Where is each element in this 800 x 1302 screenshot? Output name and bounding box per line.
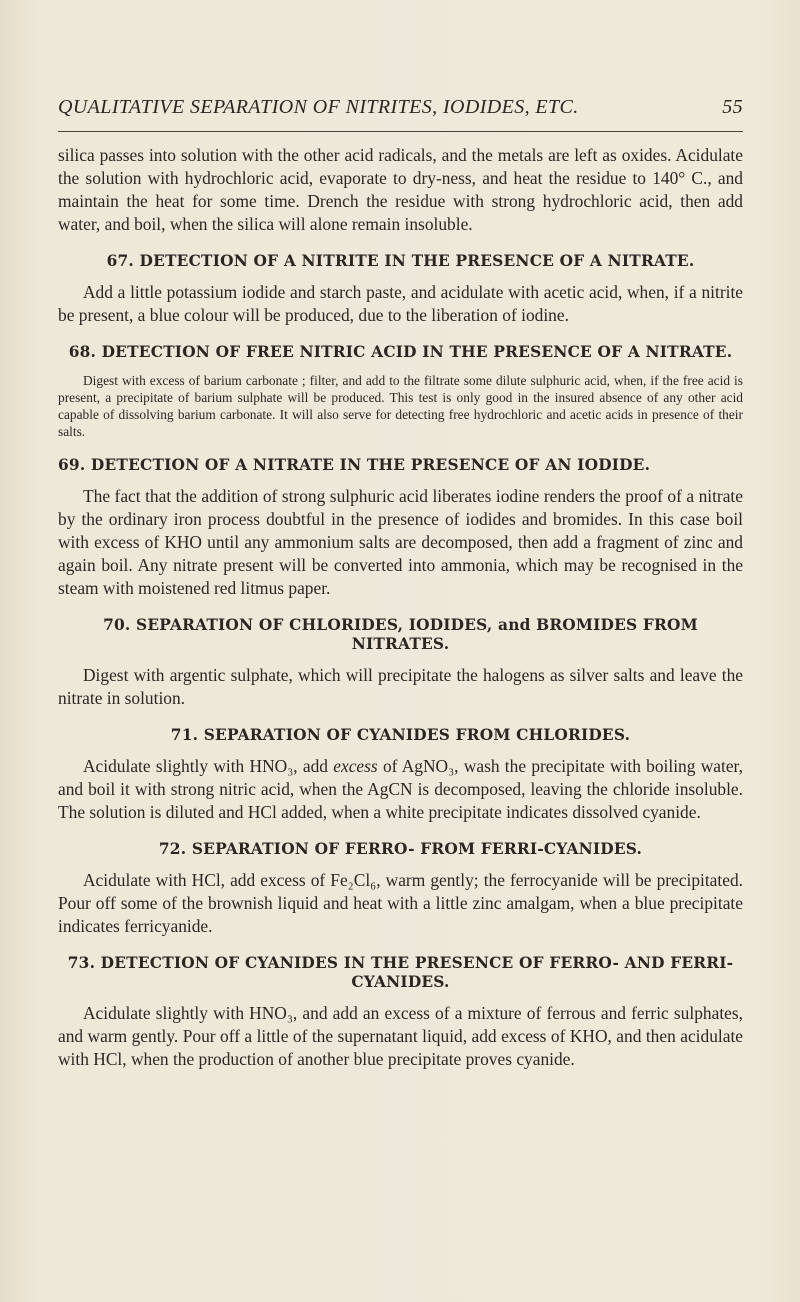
section-72-heading: 72. SEPARATION OF FERRO- FROM FERRI-CYANIDES.	[158, 840, 643, 858]
section-71-heading: 71. SEPARATION OF CYANIDES FROM CHLORIDES.	[170, 726, 631, 744]
section-69-body: The fact that the addition of strong sulphuric acid liberates iodine renders the proof of a nitrate by the ordinary iron process doubtful in the presence of iodides and bromides. In this case boil with excess of KHO until any ammonium salts are decomposed, then add a fragment of zinc and again boil. Any nitrate present will be converted into ammonia, which may be recognised in the steam with moistened red litmus paper.	[58, 486, 743, 598]
section-69-heading: 69. DETECTION OF A NITRATE IN THE PRESENCE OF AN IODIDE.	[58, 456, 651, 474]
page-header	[58, 96, 743, 126]
section-72-body: Acidulate with HCl, add excess of Fe₂Cl₆, warm gently; the ferrocyanide will be precipitated. Pour off some of the brownish liquid and heat with a little zinc amalgam, when a blue precipitate indicates ferricyanide.	[58, 870, 743, 936]
page-body	[58, 144, 743, 1071]
section-68-heading: 68. DETECTION OF FREE NITRIC ACID IN THE PRESENCE OF A NITRATE.	[68, 343, 733, 361]
section-68-body: Digest with excess of barium carbonate ; filter, and add to the filtrate some dilute sulphuric acid, when, if the free acid is present, a precipitate of barium sulphate will be produced. This test is only good in the insured absence of any other acid capable of dissolving barium carbonate. It will also serve for detecting free hydrochloric and acetic acids in presence of their salts.	[58, 373, 743, 439]
section-73-body: Acidulate slightly with HNO₃, and add an excess of a mixture of ferrous and ferric sulphates, and warm gently. Pour off a little of the supernatant liquid, add excess of KHO, and then acidulate with HCl, when the production of another blue precipitate proves cyanide.	[58, 1003, 743, 1069]
intro-paragraph: silica passes into solution with the other acid radicals, and the metals are left as oxides. Acidulate the solution with hydrochloric acid, evaporate to dry-ness, and heat the residue to 140° C., and maintain the heat for some time. Drench the residue with strong hydrochloric acid, then add water, and boil, when the silica will alone remain insoluble.	[58, 145, 743, 234]
section-70-heading: 70. SEPARATION OF CHLORIDES, IODIDES, and BROMIDES FROM NITRATES.	[103, 616, 698, 653]
section-70-body: Digest with argentic sulphate, which will precipitate the halogens as silver salts and leave the nitrate in solution.	[58, 665, 743, 708]
running-title: QUALITATIVE SEPARATION OF NITRITES, IODIDES, ETC.	[58, 96, 579, 118]
section-73-heading: 73. DETECTION OF CYANIDES IN THE PRESENCE OF FERRO- AND FERRI-CYANIDES.	[67, 954, 734, 991]
page-number: 55	[722, 96, 743, 118]
section-71-emphasis: excess	[333, 756, 378, 776]
section-67-heading: 67. DETECTION OF A NITRITE IN THE PRESENCE OF A NITRATE.	[106, 252, 695, 270]
section-71-body-end: of AgNO₃, wash the precipitate with boiling water, and boil it with strong nitric acid, when the AgCN is decomposed, leaving the chloride insoluble. The solution is diluted and HCl added, when a white precipitate indicates dissolved cyanide.	[58, 756, 743, 822]
section-67-body: Add a little potassium iodide and starch paste, and acidulate with acetic acid, when, if a nitrite be present, a blue colour will be produced, due to the liberation of iodine.	[58, 282, 743, 325]
section-71-body-start: Acidulate slightly with HNO₃, add	[83, 756, 334, 776]
section-71-body	[58, 755, 743, 824]
header-rule	[58, 131, 743, 132]
